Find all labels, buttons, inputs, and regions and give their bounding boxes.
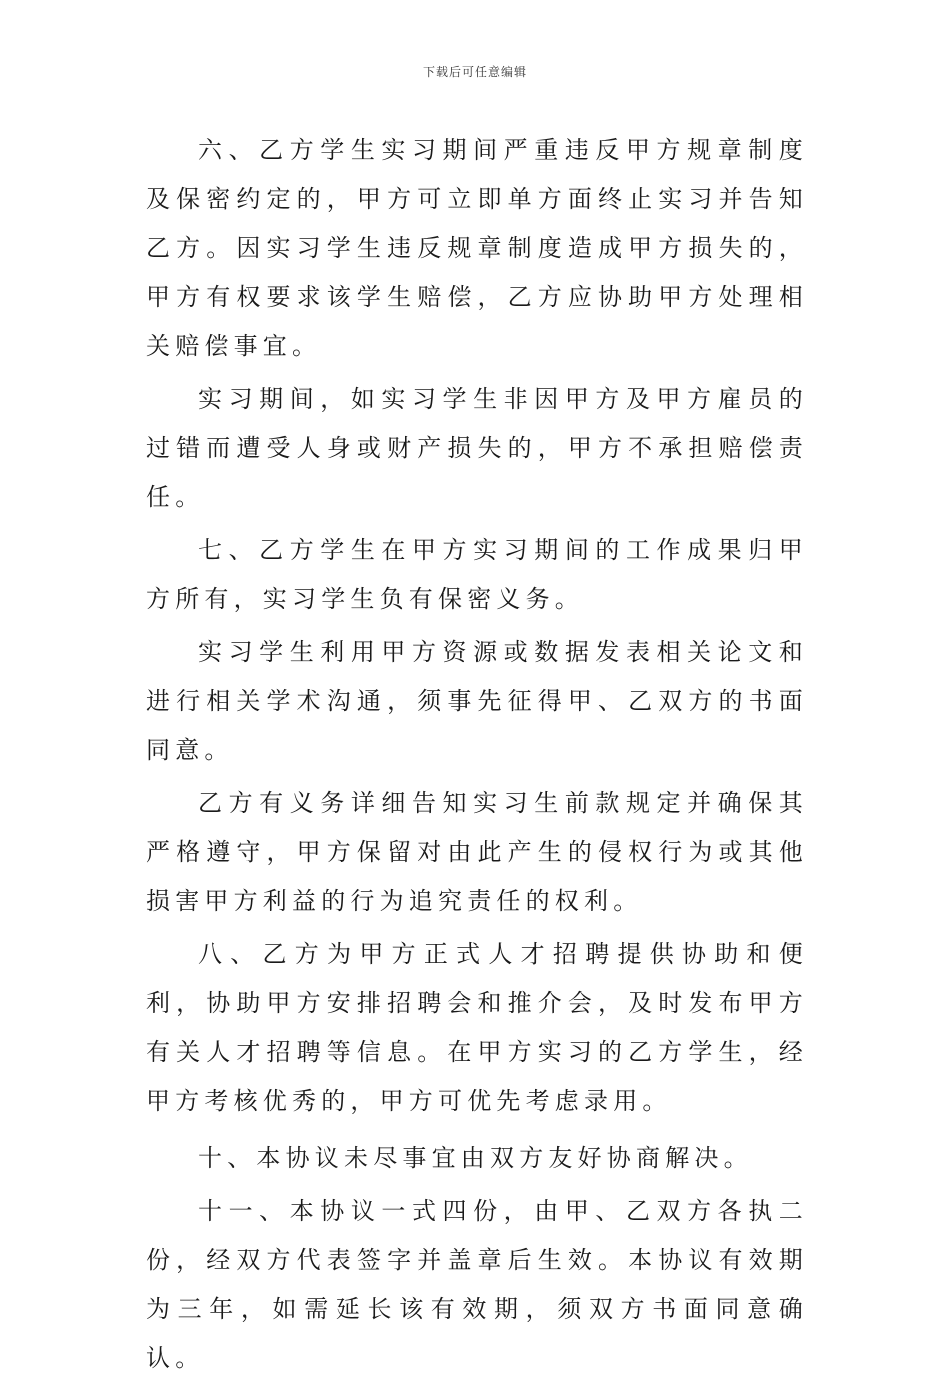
paragraph-clause-6: 六、乙方学生实习期间严重违反甲方规章制度及保密约定的，甲方可立即单方面终止实习并告知乙方。因实习学生违反规章制度造成甲方损失的，甲方有权要求该学生赔偿，乙方应协助甲方处理相关赔偿事宜。 (146, 136, 808, 360)
paragraph-clause-7: 七、乙方学生在甲方实习期间的工作成果归甲方所有，实习学生负有保密义务。 (146, 536, 808, 613)
paragraph-clause-10: 十、本协议未尽事宜由双方友好协商解决。 (198, 1144, 753, 1172)
document-body (146, 126, 808, 1387)
paragraph-notification-duty: 乙方有义务详细告知实习生前款规定并确保其严格遵守，甲方保留对由此产生的侵权行为或其他损害甲方利益的行为追究责任的权利。 (146, 789, 808, 915)
paragraph-publication-consent: 实习学生利用甲方资源或数据发表相关论文和进行相关学术沟通，须事先征得甲、乙双方的书面同意。 (146, 638, 808, 764)
paragraph-clause-11: 十一、本协议一式四份，由甲、乙双方各执二份，经双方代表签字并盖章后生效。本协议有效期为三年，如需延长该有效期，须双方书面同意确认。 (146, 1197, 808, 1372)
paragraph-injury-liability: 实习期间，如实习学生非因甲方及甲方雇员的过错而遭受人身或财产损失的，甲方不承担赔偿责任。 (146, 385, 808, 511)
paragraph-clause-8: 八、乙方为甲方正式人才招聘提供协助和便利，协助甲方安排招聘会和推介会，及时发布甲方有关人才招聘等信息。在甲方实习的乙方学生，经甲方考核优秀的，甲方可优先考虑录用。 (146, 940, 808, 1115)
page-header: 下载后可任意编辑 (422, 65, 527, 79)
